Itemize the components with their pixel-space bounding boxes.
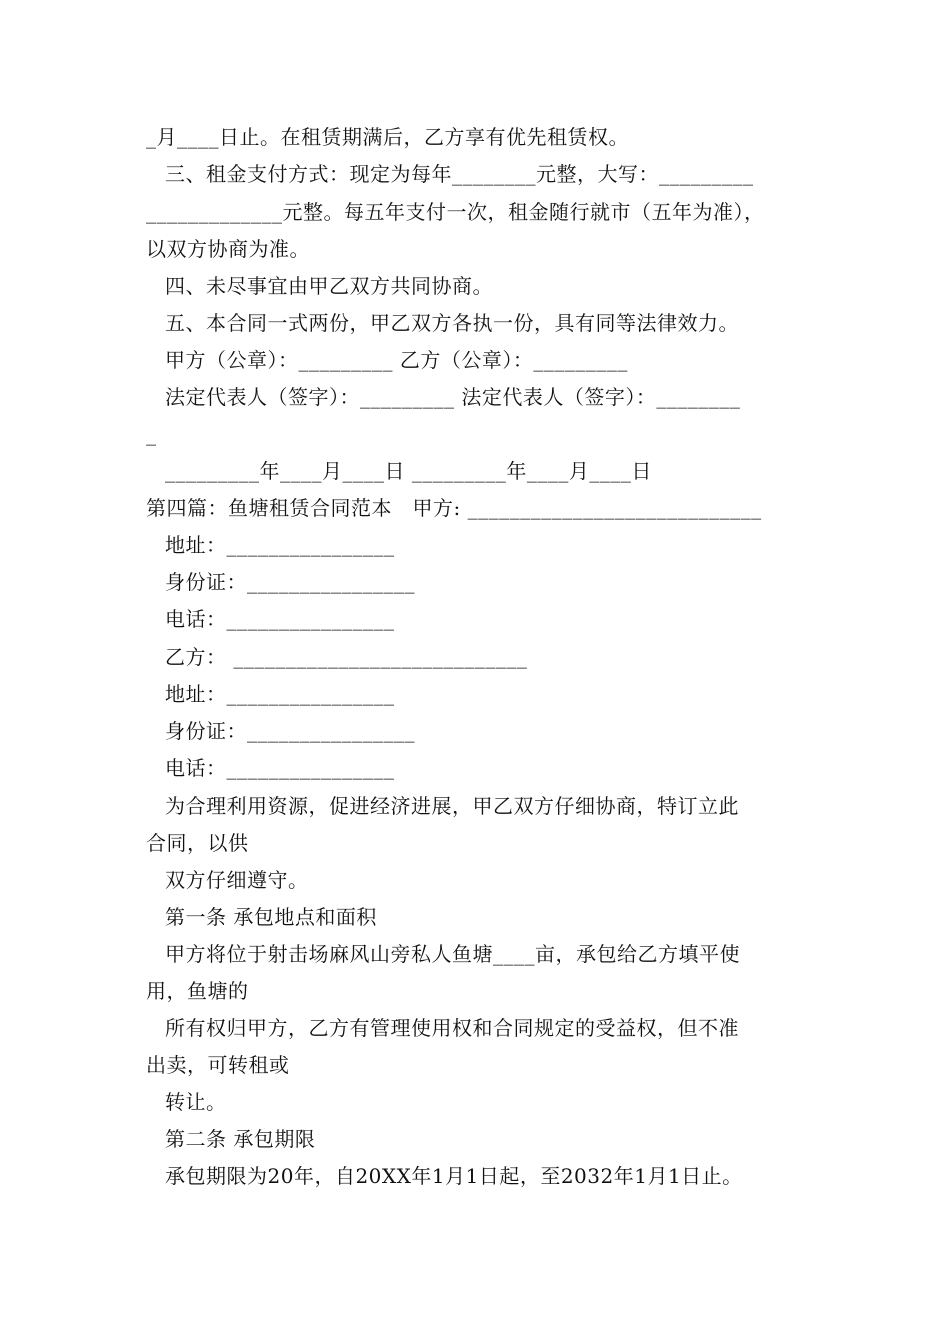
text-line: 甲方将位于射击场麻风山旁私人鱼塘____亩，承包给乙方填平使 bbox=[165, 942, 740, 966]
text-line: 三、租金支付方式：现定为每年________元整，大写：_________ bbox=[165, 162, 754, 186]
form-field-line: 地址：________________ bbox=[165, 533, 395, 557]
text-line: 为合理利用资源，促进经济进展，甲乙双方仔细协商，特订立此 bbox=[165, 794, 739, 818]
text-line: 出卖，可转租或 bbox=[146, 1053, 290, 1077]
text-line: 所有权归甲方，乙方有管理使用权和合同规定的受益权，但不准 bbox=[165, 1016, 739, 1040]
signature-line: 甲方（公章）：_________ 乙方（公章）：_________ bbox=[165, 348, 628, 372]
signature-line: 法定代表人（签字）：_________ 法定代表人（签字）：________ bbox=[165, 385, 741, 409]
section-heading: 第四篇：鱼塘租赁合同范本 甲方: ____________________________ bbox=[146, 496, 762, 520]
text-line: 四、未尽事宜由甲乙双方共同协商。 bbox=[165, 274, 493, 298]
form-field-line: 电话：________________ bbox=[165, 756, 395, 780]
form-field-line: 电话：________________ bbox=[165, 607, 395, 631]
text-line: 转让。 bbox=[165, 1090, 227, 1114]
text-line: 合同，以供 bbox=[146, 831, 249, 855]
clause-heading: 第一条 承包地点和面积 bbox=[165, 905, 377, 929]
text-line: 承包期限为20年，自20XX年1月1日起，至2032年1月1日止。 bbox=[165, 1164, 743, 1188]
text-line: 双方仔细遵守。 bbox=[165, 868, 309, 892]
text-line: 用，鱼塘的 bbox=[146, 979, 249, 1003]
text-line: _月____日止。在租赁期满后，乙方享有优先租赁权。 bbox=[146, 125, 629, 149]
form-field-line: 乙方： ____________________________ bbox=[165, 645, 528, 669]
form-field-line: 身份证：________________ bbox=[165, 570, 415, 594]
clause-heading: 第二条 承包期限 bbox=[165, 1127, 316, 1151]
text-line: 以双方协商为准。 bbox=[146, 237, 310, 261]
text-line: _ bbox=[146, 422, 157, 446]
form-field-line: 地址：________________ bbox=[165, 682, 395, 706]
form-field-line: 身份证：________________ bbox=[165, 719, 415, 743]
text-line: _____________元整。每五年支付一次，租金随行就市（五年为准）， bbox=[146, 200, 765, 224]
text-line: 五、本合同一式两份，甲乙双方各执一份，具有同等法律效力。 bbox=[165, 311, 739, 335]
date-line: _________年____月____日 _________年____月____日 bbox=[165, 459, 652, 483]
